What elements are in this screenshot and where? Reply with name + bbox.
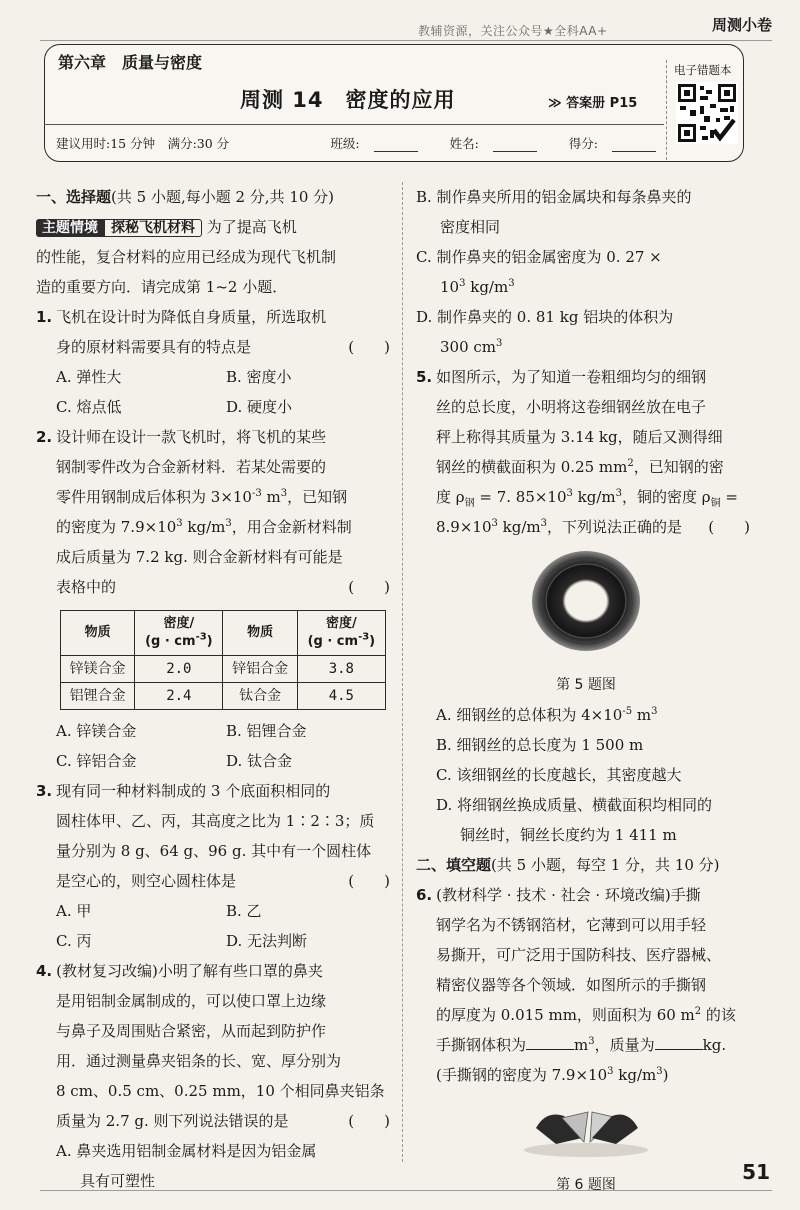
table-header-row: 物质 密度/ $(g \cdot cm^{-3})$ 物质 密度/ $(g \cdot cm^{-3})$	[61, 611, 386, 656]
option-b-cont: 密度相同	[440, 218, 501, 236]
figure-5-caption: 第 5 题图	[556, 677, 616, 693]
question-6: 6. (教材科学 · 技术 · 社会 · 环境改编)手撕 钢学名为不锈钢箔材，它薄到可以用手轻 易撕开，可广泛用于国防科技、医疗器械、 精密仪器等各个领域．如图所示的手撕钢 的厚度为 0.015 mm，则面积为 60 $m^2$ 的该 手撕钢体积为 $m^3$，质量为 kg. (手撕钢的密度为 $7.9\times 10^3$ $kg/m^3$) 第 6 题图	[416, 880, 756, 1200]
option-d[interactable]: D. 无法判断	[226, 932, 308, 950]
top-tag: 周测小卷	[711, 16, 772, 34]
class-field[interactable]: 班级:	[316, 136, 417, 151]
theme-intro: 主题情境 探秘飞机材料 为了提高飞机	[36, 212, 396, 242]
name-field[interactable]: 姓名:	[436, 136, 537, 151]
option-d[interactable]: D. 制作鼻夹的 0. 81 kg 铝块的体积为	[416, 308, 674, 326]
option-a[interactable]: A. 甲	[56, 902, 92, 920]
option-d[interactable]: D. 硬度小	[226, 398, 293, 416]
theme-intro-line: 造的重要方向．请完成第 1~2 小题．	[36, 278, 288, 296]
option-a[interactable]: A. 鼻夹选用铝制金属材料是因为铝金属	[56, 1142, 317, 1160]
question-4: 4. (教材复习改编)小明了解有些口罩的鼻夹 是用铝制金属制成的，可以使口罩上边缘 与鼻子及周围贴合紧密，从而起到防护作 用．通过测量鼻夹铝条的长、宽、厚分别为 8 cm、0.5 cm、0.25 mm，10 个相同鼻夹铝条 质量为 2.7 g. 则下列说法错误的是 ( ) A. 鼻夹选用铝制金属材料是因为铝金属 具有可塑性	[36, 956, 396, 1196]
option-c[interactable]: C. 丙	[56, 932, 92, 950]
option-c[interactable]: C. 该细钢丝的长度越长，其密度越大	[436, 766, 682, 784]
score-field[interactable]: 得分:	[555, 136, 656, 151]
meta-row	[56, 134, 656, 152]
page-title: 周测 14 密度的应用	[240, 88, 456, 112]
option-a[interactable]: A. 锌镁合金	[56, 722, 137, 740]
hand-torn-steel-figure	[416, 1098, 756, 1170]
page-number: 51	[742, 1160, 770, 1184]
column-separator	[402, 182, 403, 1162]
option-d[interactable]: D. 钛合金	[226, 752, 293, 770]
qr-label: 电子错题本	[674, 63, 732, 77]
right-column	[416, 182, 756, 1200]
section-heading-choice: 一、选择题(共 5 小题,每小题 2 分,共 10 分)	[36, 188, 335, 206]
option-c[interactable]: C. 熔点低	[56, 398, 122, 416]
table-row: 铝锂合金 2.4 钛合金 4.5	[61, 683, 386, 710]
answer-bracket[interactable]: ( )	[348, 872, 390, 890]
bottom-rule	[40, 1190, 772, 1191]
section-heading-fill: 二、填空题(共 5 小题，每空 1 分，共 10 分)	[416, 856, 720, 874]
top-note: 教辅资源，关注公众号★全科AA+	[418, 24, 608, 38]
option-d-cont: 300 $cm^3$	[440, 338, 503, 356]
option-c-cont: $10^3$ $kg/m^3$	[440, 278, 515, 296]
option-d-cont: 铜丝时，铜丝长度约为 1 411 m	[460, 826, 677, 844]
time-label: 建议用时:15 分钟 满分:30 分	[56, 136, 230, 151]
option-b[interactable]: B. 密度小	[226, 368, 292, 386]
answer-reference: ≫ 答案册 P15	[548, 96, 638, 111]
answer-bracket[interactable]: ( )	[348, 578, 390, 596]
option-c[interactable]: C. 制作鼻夹的铝金属密度为 0. 27 ×	[416, 248, 662, 266]
theme-badge: 主题情境 探秘飞机材料	[36, 218, 202, 238]
option-a[interactable]: A. 弹性大	[56, 368, 122, 386]
option-a-cont: 具有可塑性	[80, 1172, 156, 1190]
option-b[interactable]: B. 铝锂合金	[226, 722, 307, 740]
hand-torn-steel-image	[516, 1098, 656, 1160]
qr-code-icon[interactable]	[676, 82, 738, 144]
alloy-density-table	[60, 610, 386, 710]
left-column	[36, 182, 396, 1196]
option-c[interactable]: C. 锌铝合金	[56, 752, 137, 770]
question-3: 3. 现有同一种材料制成的 3 个底面积相同的 圆柱体甲、乙、丙，其高度之比为 1∶2∶3；质 量分别为 8 g、64 g、96 g. 其中有一个圆柱体 是空心的，则空心圆柱体是 ( ) A. 甲 B. 乙 C. 丙 D. 无法判断	[36, 776, 396, 956]
question-1: 1. 飞机在设计时为降低自身质量，所选取机 身的原材料需要具有的特点是 ( ) A. 弹性大 B. 密度小 C. 熔点低 D. 硬度小	[36, 302, 396, 422]
question-2: 2. 设计师在设计一款飞机时，将飞机的某些 钢制零件改为合金新材料．若某处需要的 零件用钢制成后体积为 $3\times 10^{-3}$ $m^3$，已知钢 的密度为 $7.9\times 10^3$ $kg/m^3$，用合金新材料制 成后质量为 7.2 kg. 则合金新材料有可能是 表格中的 ( ) 物质 密度/ $(g \cdot cm^{-3})$ 物质 密度/ $(g \cdot cm^{-3})$ 锌镁合金 2.0 锌铝合金 3.8 铝锂合金 2.4 钛合金 4.5 A. 锌镁合金 B. 铝锂合金 C. 锌铝合金 D. 钛合金	[36, 422, 396, 776]
chapter-title: 第六章 质量与密度	[58, 53, 203, 72]
wire-coil-figure	[416, 542, 756, 670]
table-row: 锌镁合金 2.0 锌铝合金 3.8	[61, 656, 386, 683]
option-b[interactable]: B. 细钢丝的总长度为 1 500 m	[436, 736, 644, 754]
answer-blank-mass[interactable]	[655, 1036, 703, 1050]
answer-bracket[interactable]: ( )	[348, 338, 390, 356]
option-b[interactable]: B. 乙	[226, 902, 262, 920]
top-rule	[40, 40, 772, 41]
option-a[interactable]: A. 细钢丝的总体积为 $4\times 10^{-5}$ $m^3$	[436, 706, 658, 724]
answer-blank-volume[interactable]	[526, 1036, 574, 1050]
title-divider	[44, 124, 664, 125]
figure-6-caption: 第 6 题图	[556, 1177, 616, 1193]
question-5: 5. 如图所示，为了知道一卷粗细均匀的细钢 丝的总长度，小明将这卷细钢丝放在电子 秤上称得其质量为 3.14 kg，随后又测得细 钢丝的横截面积为 0.25 $mm^2$，已知钢的密 度 $\rho_钢 = 7$. $85\times 10^3$ $kg/m^3$，铜的密度 $\rho_铜$ = $8.9\times 10^3$ $kg/m^3$，下列说法正确的是 ( ) 第 5 题图 A. 细钢丝的总体积为 $4\times 10^{-5}$ $m^3$ B. 细钢丝的总长度为 1 500 m C. 该细钢丝的长度越长，其密度越大 D. 将细钢丝换成质量、横截面积均相同的 铜丝时，铜丝长度约为 1 411 m	[416, 362, 756, 850]
answer-bracket[interactable]: ( )	[348, 1112, 390, 1130]
option-d[interactable]: D. 将细钢丝换成质量、横截面积均相同的	[436, 796, 713, 814]
steel-wire-coil-image	[521, 542, 651, 660]
answer-bracket[interactable]: ( )	[708, 518, 750, 536]
option-b[interactable]: B. 制作鼻夹所用的铝金属块和每条鼻夹的	[416, 188, 692, 206]
student-fields	[302, 134, 656, 152]
theme-intro-line: 的性能，复合材料的应用已经成为现代飞机制	[36, 248, 337, 266]
